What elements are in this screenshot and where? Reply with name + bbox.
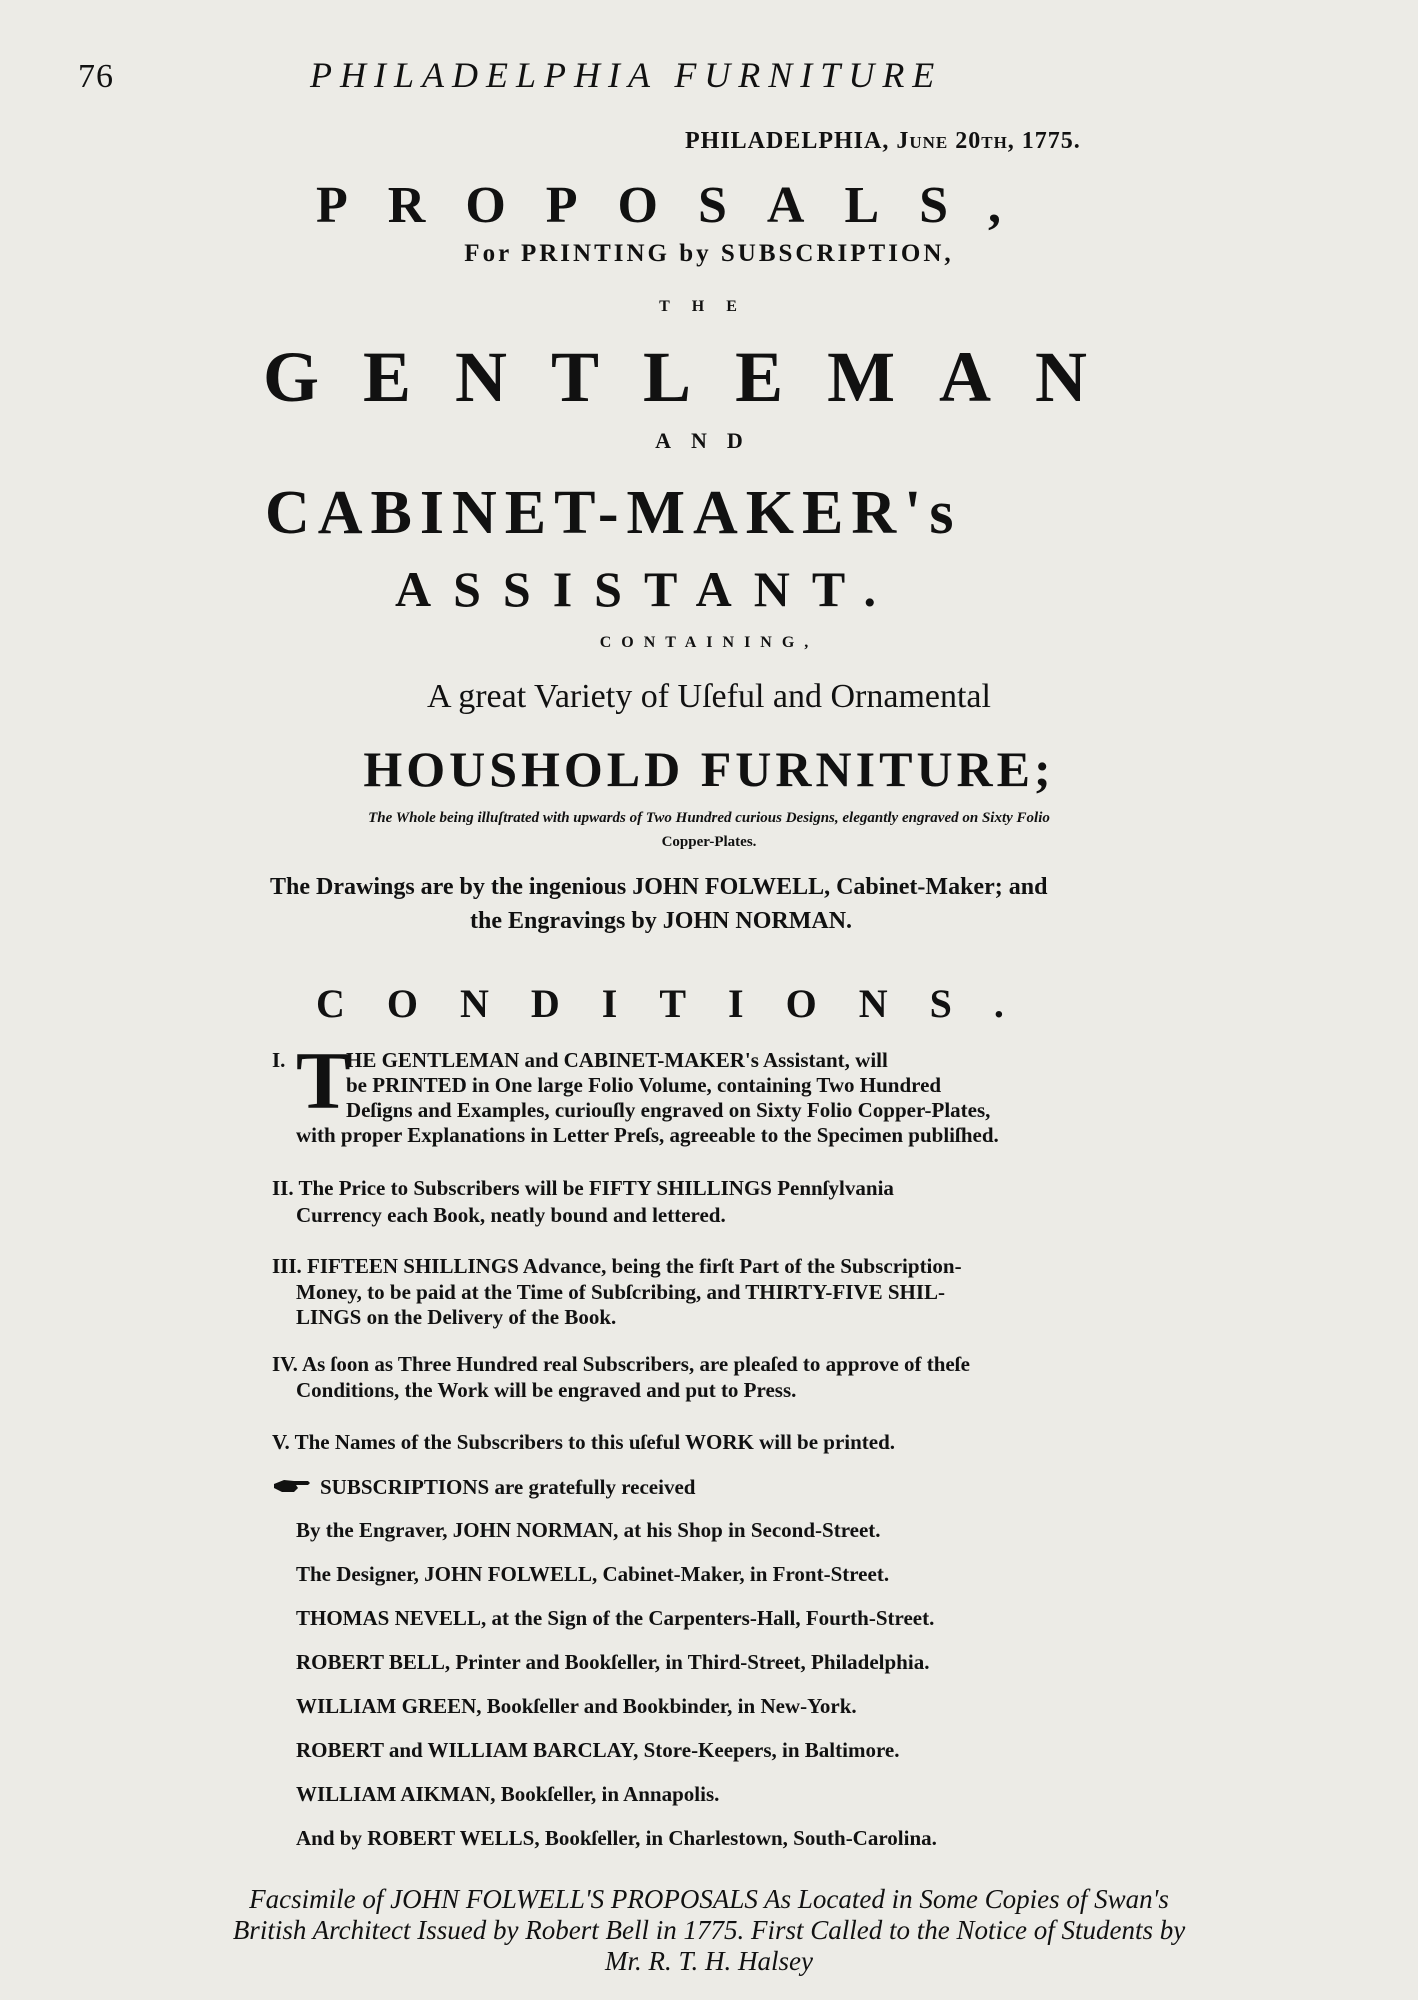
condition-1-dropcap: T bbox=[296, 1035, 351, 1126]
condition-1-line-2: be PRINTED in One large Folio Volume, containing Two Hundred bbox=[346, 1073, 942, 1097]
subscriptions-heading-row bbox=[272, 1475, 695, 1502]
subscription-agent-line: THOMAS NEVELL, at the Sign of the Carpenters-Hall, Fourth-Street. bbox=[296, 1606, 935, 1630]
condition-3-line-3: LINGS on the Delivery of the Book. bbox=[296, 1305, 617, 1329]
condition-3-line-1: III. FIFTEEN SHILLINGS Advance, being the firſt Part of the Subscription- bbox=[272, 1254, 962, 1278]
page-number: 76 bbox=[78, 58, 114, 95]
for-printing-line: For PRINTING by SUBSCRIPTION, bbox=[464, 240, 954, 267]
caption-line-3: Mr. R. T. H. Halsey bbox=[605, 1946, 813, 1976]
and-line: AND bbox=[655, 428, 763, 453]
condition-4-line-1: IV. As ſoon as Three Hundred real Subscribers, are pleaſed to approve of theſe bbox=[272, 1352, 970, 1376]
whole-line-2: Copper-Plates. bbox=[661, 834, 757, 850]
caption-line-2: British Architect Issued by Robert Bell in 1775. First Called to the Notice of Students by bbox=[232, 1915, 1186, 1945]
caption-line-1: Facsimile of JOHN FOLWELL'S PROPOSALS As Located in Some Copies of Swan's bbox=[249, 1884, 1169, 1914]
subscription-agent-line: And by ROBERT WELLS, Bookſeller, in Charlestown, South-Carolina. bbox=[296, 1826, 937, 1850]
condition-1-line-3: Deſigns and Examples, curiouſly engraved on Sixty Folio Copper-Plates, bbox=[346, 1098, 991, 1122]
the-line: THE bbox=[659, 298, 759, 315]
title-proposals: PROPOSALS, bbox=[316, 177, 1042, 234]
subscription-agent-line: By the Engraver, JOHN NORMAN, at his Shop in Second-Street. bbox=[296, 1518, 881, 1542]
condition-5-line-1: V. The Names of the Subscribers to this uſeful WORK will be printed. bbox=[272, 1430, 896, 1454]
pointing-hand-icon bbox=[272, 1476, 312, 1502]
condition-2-line-2: Currency each Book, neatly bound and lettered. bbox=[296, 1203, 726, 1227]
whole-line-1: The Whole being illuſtrated with upwards of Two Hundred curious Designs, elegantly engraved on Sixty Folio bbox=[368, 810, 1050, 826]
running-title: PHILADELPHIA FURNITURE bbox=[310, 55, 943, 95]
houshold-furniture-line: HOUSHOLD FURNITURE; bbox=[363, 741, 1055, 797]
title-gentleman: GENTLEMAN bbox=[263, 337, 1132, 417]
subscription-agent-line: The Designer, JOHN FOLWELL, Cabinet-Maker, in Front-Street. bbox=[296, 1562, 890, 1586]
title-assistant: ASSISTANT. bbox=[395, 561, 898, 617]
condition-1-line-4: with proper Explanations in Letter Preſs, agreeable to the Specimen publiſhed. bbox=[296, 1123, 999, 1147]
subscriptions-heading: SUBSCRIPTIONS are gratefully received bbox=[320, 1475, 696, 1499]
condition-3-line-2: Money, to be paid at the Time of Subſcribing, and THIRTY-FIVE SHIL- bbox=[296, 1280, 946, 1304]
condition-1-line-1: HE GENTLEMAN and CABINET-MAKER's Assistant, will bbox=[346, 1048, 888, 1072]
subscription-agent-line: ROBERT and WILLIAM BARCLAY, Store-Keepers, in Baltimore. bbox=[296, 1738, 900, 1762]
subscription-agent-line: WILLIAM AIKMAN, Bookſeller, in Annapolis. bbox=[296, 1782, 720, 1806]
subscription-agent-line: ROBERT BELL, Printer and Bookſeller, in Third-Street, Philadelphia. bbox=[296, 1650, 930, 1674]
dateline: PHILADELPHIA, June 20th, 1775. bbox=[685, 128, 1081, 154]
subscription-agent-line: WILLIAM GREEN, Bookſeller and Bookbinder, in New-York. bbox=[296, 1694, 857, 1718]
drawings-line-1: The Drawings are by the ingenious JOHN FOLWELL, Cabinet-Maker; and bbox=[270, 874, 1048, 900]
conditions-heading: CONDITIONS. bbox=[316, 981, 1046, 1026]
condition-1-number: I. bbox=[272, 1048, 286, 1072]
drawings-line-2: the Engravings by JOHN NORMAN. bbox=[470, 908, 853, 934]
containing-line: CONTAINING, bbox=[599, 634, 819, 651]
condition-2-line-1: II. The Price to Subscribers will be FIFTY SHILLINGS Pennſylvania bbox=[272, 1176, 894, 1200]
variety-line: A great Variety of Uſeful and Ornamental bbox=[427, 678, 991, 715]
condition-4-line-2: Conditions, the Work will be engraved and put to Press. bbox=[296, 1378, 797, 1402]
title-cabinet-maker: CABINET-MAKER's bbox=[265, 479, 962, 547]
condition-1-text bbox=[346, 1048, 990, 1123]
